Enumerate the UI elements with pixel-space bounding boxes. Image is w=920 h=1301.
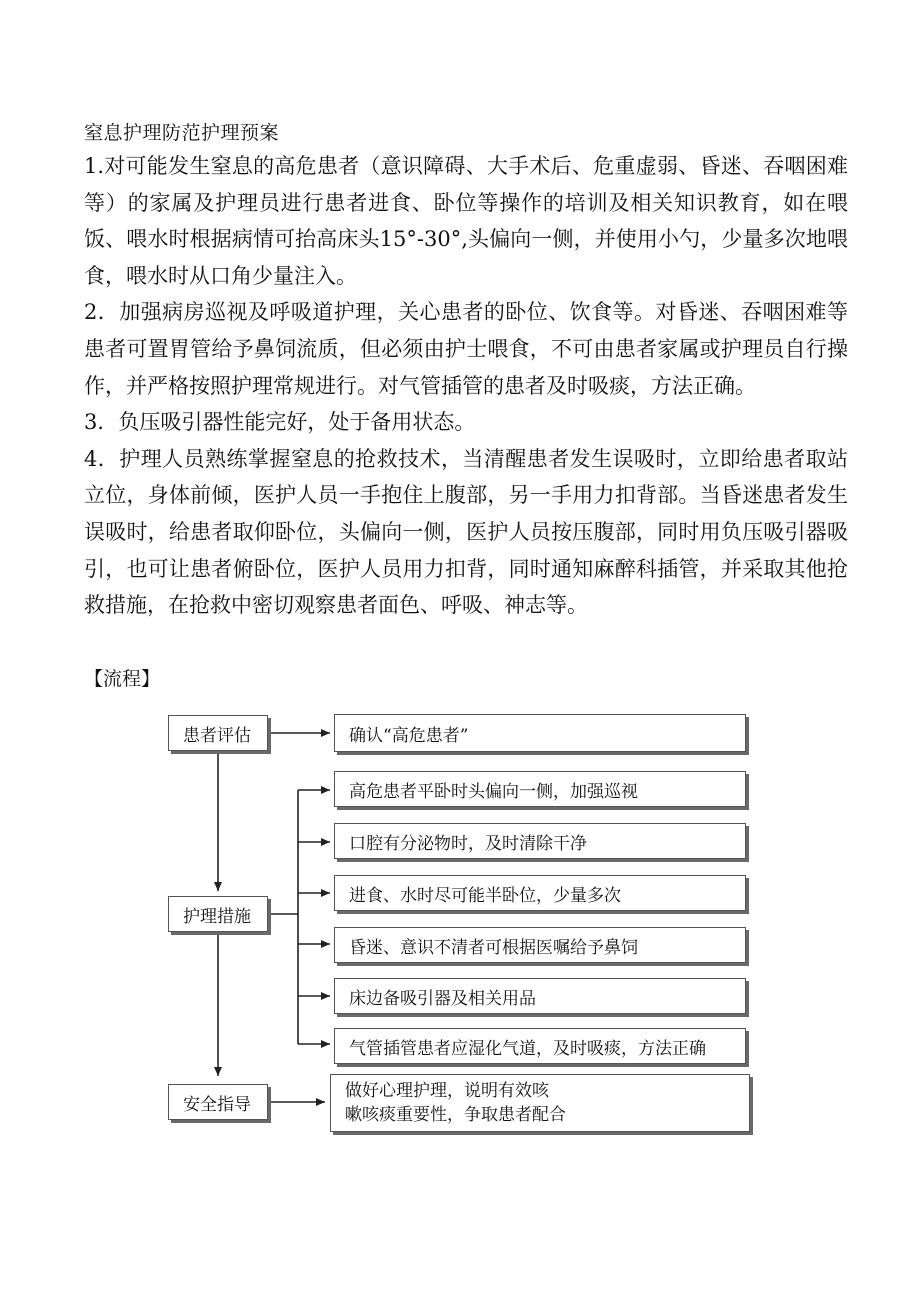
step-guidance-box: 安全指导 [168, 1084, 268, 1120]
paragraph-3: 3．负压吸引器性能完好，处于备用状态。 [84, 410, 476, 435]
step-assess-box: 患者评估 [168, 715, 268, 751]
paragraph-2: 2．加强病房巡视及呼吸道护理，关心患者的卧位、饮食等。对昏迷、吞咽困难等患者可置胃管给予鼻饲流质，但必须由护士喂食，不可由患者家属或护理员自行操作，并严格按照护理常规进行。对气管插管的患者及时吸痰，方法正确。 [84, 300, 848, 398]
guidance-line-1: 做好心理护理，说明有效咳 [345, 1081, 549, 1101]
measure-item-5: 床边备吸引器及相关用品 [334, 978, 746, 1014]
flow-label: 【流程】 [84, 668, 161, 690]
guidance-advice-box [330, 1074, 750, 1132]
measure-item-2: 口腔有分泌物时，及时清除干净 [334, 823, 746, 859]
paragraph-1: 1.对可能发生窒息的高危患者（意识障碍、大手术后、危重虚弱、昏迷、吞咽困难等）的家属及护理员进行患者进食、卧位等操作的培训及相关知识教育，如在喂饭、喂水时根据病情可抬高床头15°-30°,头偏向一侧，并使用小勺，少量多次地喂食，喂水时从口角少量注入。 [84, 154, 848, 288]
measure-item-3: 进食、水时尽可能半卧位，少量多次 [334, 875, 746, 911]
assess-result-box: 确认“高危患者” [334, 714, 746, 752]
measure-item-1: 高危患者平卧时头偏向一侧，加强巡视 [334, 771, 746, 807]
paragraph-4: 4．护理人员熟练掌握窒息的抢救技术，当清醒患者发生误吸时，立即给患者取站立位，身体前倾，医护人员一手抱住上腹部，另一手用力扣背部。当昏迷患者发生误吸时，给患者取仰卧位，头偏向一侧，医护人员按压腹部，同时用负压吸引器吸引，也可让患者俯卧位，医护人员用力扣背，同时通知麻醉科插管，并采取其他抢救措施，在抢救中密切观察患者面色、呼吸、神志等。 [84, 446, 848, 618]
step-measures-box: 护理措施 [168, 896, 268, 932]
measure-item-4: 昏迷、意识不清者可根据医嘱给予鼻饲 [334, 927, 746, 963]
measure-item-6: 气管插管患者应湿化气道，及时吸痰，方法正确 [334, 1028, 746, 1064]
document-title: 窒息护理防范护理预案 [84, 122, 280, 144]
guidance-line-2: 嗽咳痰重要性，争取患者配合 [345, 1105, 566, 1125]
